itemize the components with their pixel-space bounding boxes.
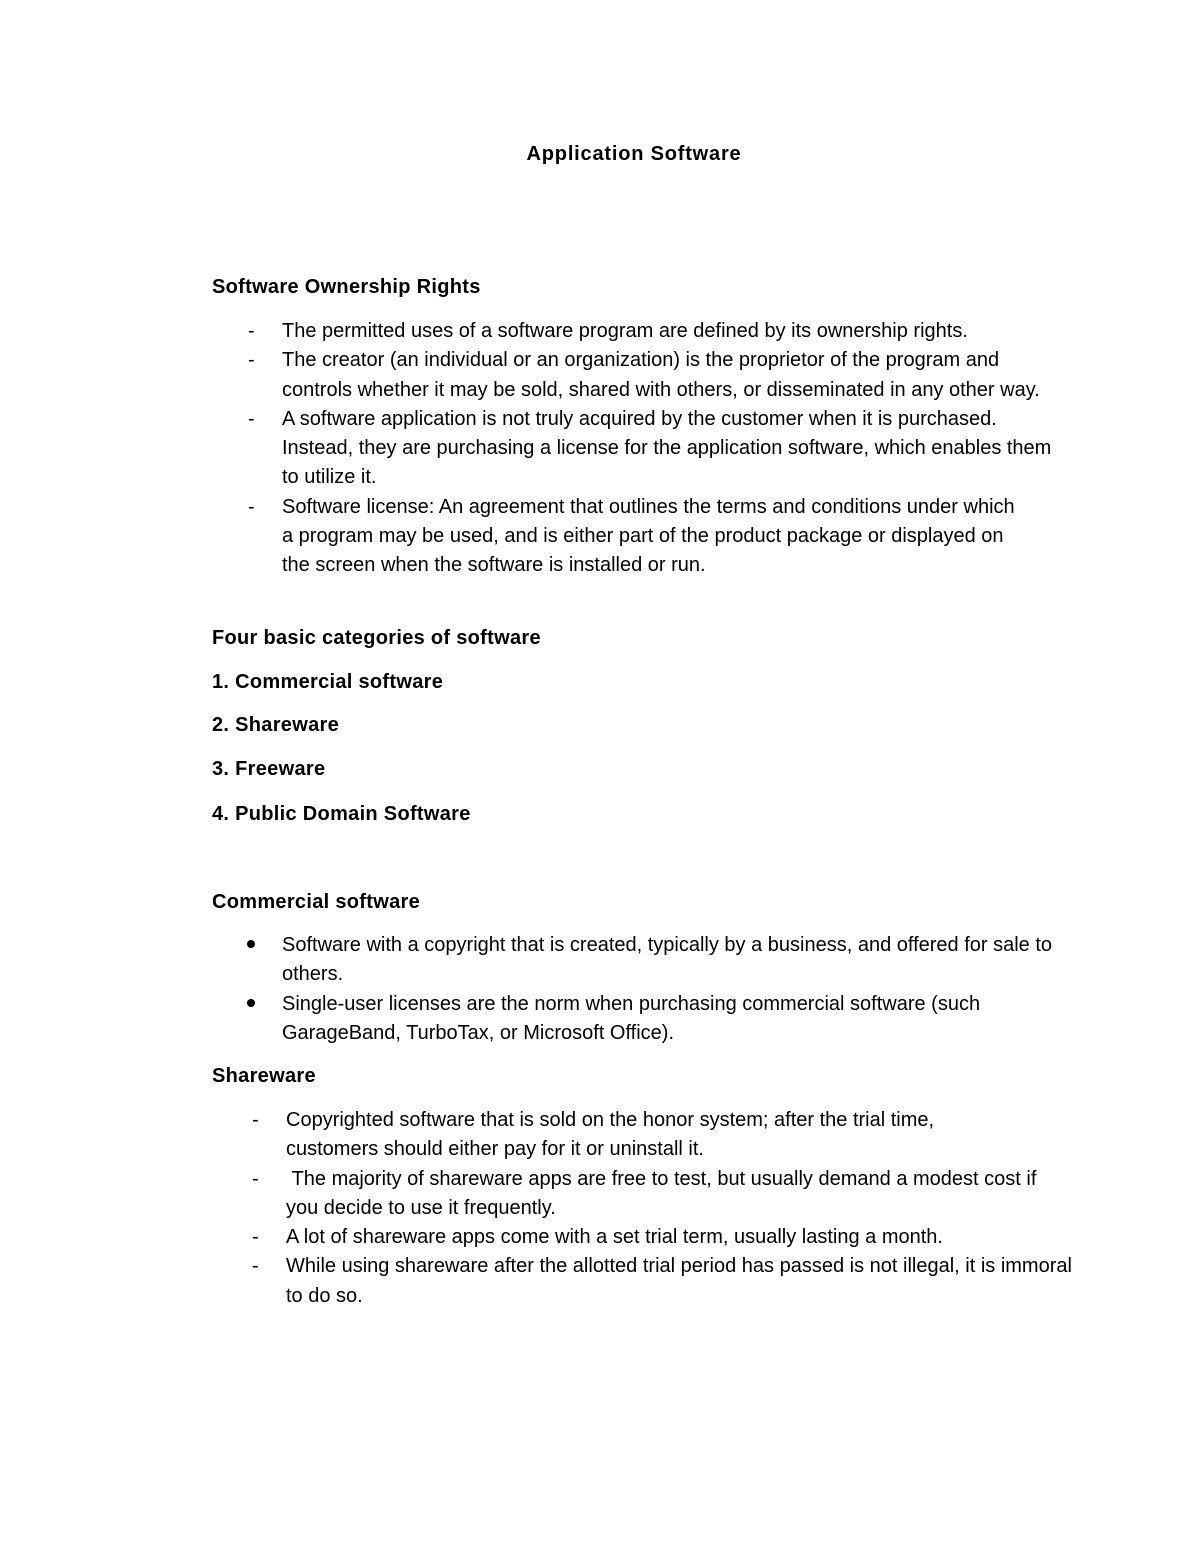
bullet-icon — [247, 999, 255, 1007]
dash-marker: - — [252, 1167, 259, 1190]
shareware-list — [0, 1106, 1076, 1311]
list-item — [0, 317, 1082, 346]
shareware-heading: Shareware — [212, 1065, 316, 1087]
dash-marker: - — [248, 320, 255, 342]
dash-marker: - — [252, 1109, 259, 1131]
list-item — [0, 1165, 1076, 1224]
ownership-heading: Software Ownership Rights — [212, 276, 481, 298]
ownership-list — [0, 317, 1082, 581]
dash-marker: - — [248, 349, 255, 372]
list-item — [0, 405, 1082, 493]
list-item — [0, 990, 1062, 1049]
list-item — [0, 1223, 1076, 1252]
category-item: 2. Shareware — [212, 714, 340, 736]
list-item-text: The majority of shareware apps are free to test, but usually demand a modest cost if you decide to use it frequently. — [286, 1167, 1042, 1219]
list-item-text: Single-user licenses are the norm when purchasing commercial software (such GarageBand, TurboTax, or Microsoft Office). — [282, 992, 981, 1044]
list-item-text: The permitted uses of a software program are defined by its ownership rights. — [282, 320, 968, 342]
dash-marker: - — [248, 407, 255, 430]
dash-marker: - — [248, 495, 255, 518]
commercial-heading: Commercial software — [212, 891, 420, 913]
bullet-icon — [247, 940, 255, 948]
list-item-text: Software with a copyright that is created, typically by a business, and offered for sale to others. — [282, 934, 1053, 986]
commercial-list — [0, 931, 1062, 1048]
dash-marker: - — [252, 1226, 259, 1249]
list-item-text: A software application is not truly acquired by the customer when it is purchased. Instead, they are purchasing a license for the application software, which enables them to utilize it. — [282, 407, 1052, 489]
category-item: 3. Freeware — [212, 758, 326, 780]
document-title: Application Software — [526, 143, 742, 165]
category-item: 1. Commercial software — [212, 671, 444, 693]
list-item — [0, 493, 1082, 581]
list-item — [0, 1106, 1076, 1165]
list-item — [0, 931, 1062, 990]
list-item-text: Software license: An agreement that outlines the terms and conditions under which a program may be used, and is either part of the product package or displayed on the screen when the software is installed or run. — [282, 495, 1015, 577]
list-item-text: While using shareware after the allotted trial period has passed is not illegal, it is immoral to do so. — [286, 1255, 1078, 1307]
list-item-text: A lot of shareware apps come with a set trial term, usually lasting a month. — [286, 1226, 943, 1249]
dash-marker: - — [252, 1255, 259, 1278]
category-item: 4. Public Domain Software — [212, 803, 471, 825]
list-item — [0, 346, 1082, 405]
list-item-text: The creator (an individual or an organization) is the proprietor of the program and controls whether it may be sold, shared with others, or disseminated in any other way. — [282, 349, 1040, 401]
list-item — [0, 1252, 1076, 1311]
list-item-text: Copyrighted software that is sold on the honor system; after the trial time, customers should either pay for it or uninstall it. — [286, 1109, 940, 1161]
categories-heading: Four basic categories of software — [212, 627, 541, 649]
